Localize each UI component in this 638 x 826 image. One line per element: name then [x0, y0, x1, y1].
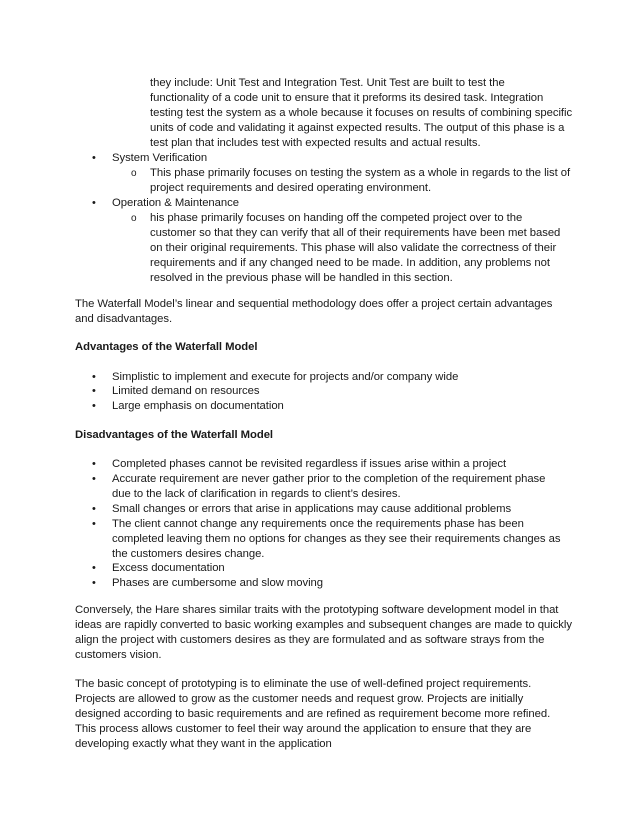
text-line: requirements and if any changed need to be made. In addition, any problems not	[150, 257, 550, 269]
list-item: Limited demand on resources	[112, 385, 260, 397]
paragraph-line: designed according to basic requirements and are refined as requirement become more refined.	[75, 708, 551, 720]
bullet-icon: •	[92, 197, 96, 209]
phase-title: Operation & Maintenance	[112, 197, 239, 209]
text-line: customer so that they can verify that all of their requirements have been met based	[150, 227, 561, 239]
text-line: his phase primarily focuses on handing off the competed project over to the	[150, 212, 523, 224]
bullet-icon: •	[92, 400, 96, 412]
list-item: The client cannot change any requirements once the requirements phase has been	[112, 518, 524, 530]
text-line: functionality of a code unit to ensure that it preforms its desired task. Integration	[150, 92, 544, 104]
list-item: Large emphasis on documentation	[112, 400, 284, 412]
paragraph-line: The basic concept of prototyping is to eliminate the use of well-defined project requirements.	[75, 678, 532, 690]
bullet-icon: •	[92, 473, 96, 485]
list-item: Small changes or errors that arise in applications may cause additional problems	[112, 503, 512, 515]
paragraph-line: Conversely, the Hare shares similar traits with the prototyping software development model in that	[75, 604, 559, 616]
text-line: This phase primarily focuses on testing the system as a whole in regards to the list of	[150, 167, 571, 179]
bullet-icon: •	[92, 458, 96, 470]
text-line: they include: Unit Test and Integration Test. Unit Test are built to test the	[150, 77, 505, 89]
list-item: due to the lack of clarification in regards to client’s desires.	[112, 488, 401, 500]
paragraph-line: The Waterfall Model’s linear and sequential methodology does offer a project certain advantages	[75, 298, 553, 310]
section-heading: Advantages of the Waterfall Model	[75, 341, 258, 353]
text-line: units of code and validating it against expected results. The output of this phase is a	[150, 122, 565, 134]
text-line: project requirements and desired operating environment.	[150, 182, 432, 194]
list-item: completed leaving them no options for changes as they see their requirements changes as	[112, 533, 561, 545]
bullet-icon: •	[92, 562, 96, 574]
paragraph-line: This process allows customer to feel their way around the application to ensure that they are	[75, 723, 532, 735]
bullet-icon: •	[92, 577, 96, 589]
paragraph-line: customers vision.	[75, 649, 162, 661]
bullet-icon: •	[92, 385, 96, 397]
sub-bullet-icon: o	[131, 168, 137, 179]
list-item: Excess documentation	[112, 562, 225, 574]
phase-title: System Verification	[112, 152, 208, 164]
section-heading: Disadvantages of the Waterfall Model	[75, 429, 274, 441]
paragraph-line: Projects are allowed to grow as the customer needs and request grow. Projects are initially	[75, 693, 524, 705]
list-item: Phases are cumbersome and slow moving	[112, 577, 324, 589]
text-line: test plan that includes test with expected results and actual results.	[150, 137, 481, 149]
list-item: the customers desires change.	[112, 548, 265, 560]
text-line: on their original requirements. This phase will also validate the correctness of their	[150, 242, 557, 254]
sub-bullet-icon: o	[131, 213, 137, 224]
paragraph-line: ideas are rapidly converted to basic working examples and subsequent changes are made to quickly	[75, 619, 572, 631]
bullet-icon: •	[92, 518, 96, 530]
paragraph-line: align the project with customers desires as they are formulated and as software strays from the	[75, 634, 545, 646]
bullet-icon: •	[92, 371, 96, 383]
list-item: Completed phases cannot be revisited regardless if issues arise within a project	[112, 458, 507, 470]
text-line: testing test the system as a whole because it focuses on results of combining specific	[150, 107, 573, 119]
text-line: resolved in the previous phase will be handled in this section.	[150, 272, 453, 284]
paragraph-line: and disadvantages.	[75, 313, 173, 325]
paragraph-line: developing exactly what they want in the application	[75, 738, 332, 750]
list-item: Accurate requirement are never gather prior to the completion of the requirement phase	[112, 473, 546, 485]
bullet-icon: •	[92, 152, 96, 164]
bullet-icon: •	[92, 503, 96, 515]
list-item: Simplistic to implement and execute for projects and/or company wide	[112, 371, 459, 383]
